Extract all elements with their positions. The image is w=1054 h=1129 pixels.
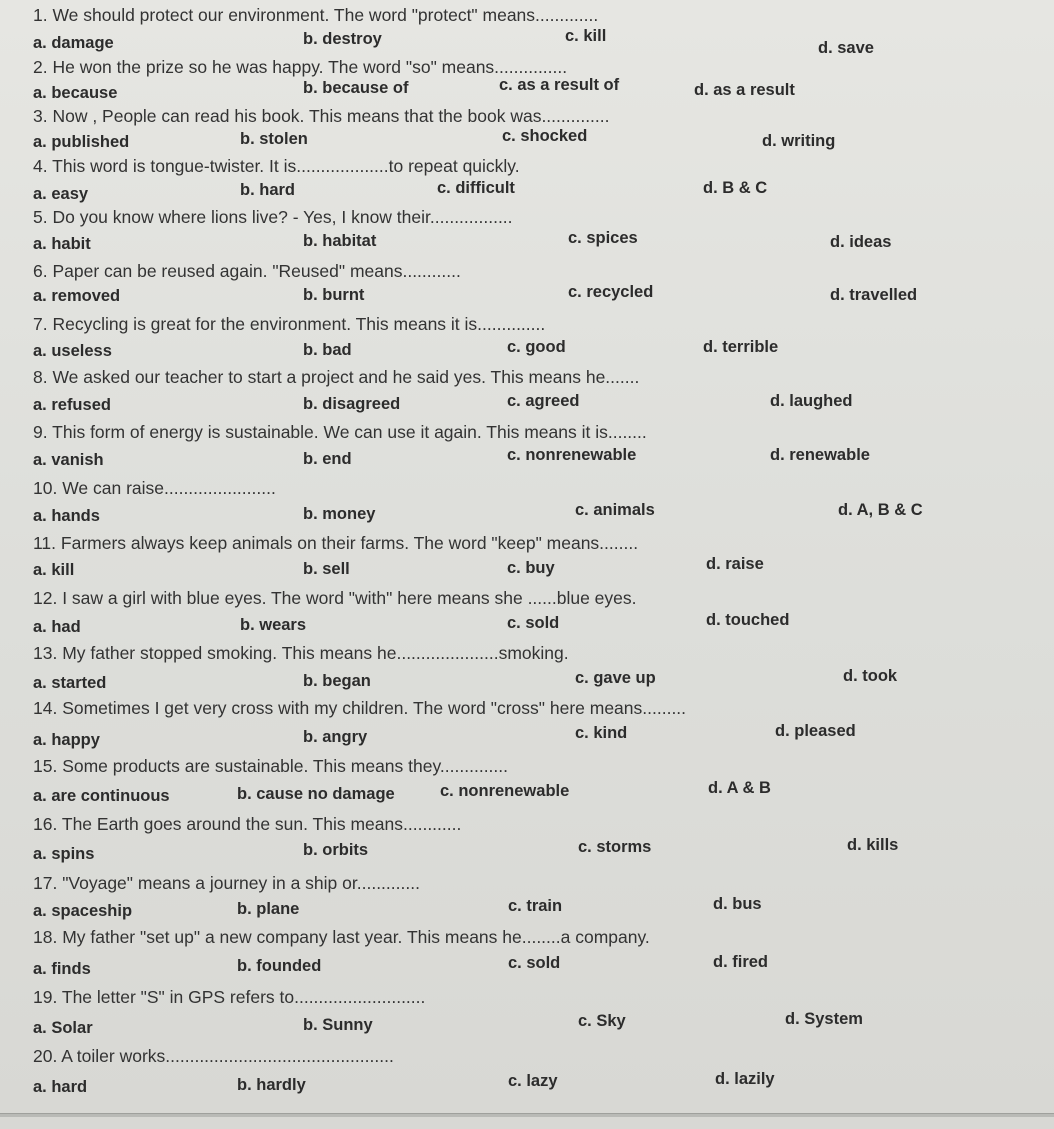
- option-14d: d. pleased: [775, 722, 856, 740]
- option-18a: a. finds: [33, 960, 91, 978]
- option-6d: d. travelled: [830, 286, 918, 304]
- question-14: 14. Sometimes I get very cross with my children. The word "cross" here means.........: [33, 698, 687, 718]
- option-13a: a. started: [33, 674, 107, 692]
- option-17d: d. bus: [713, 895, 762, 913]
- option-2a: a. because: [33, 84, 118, 102]
- option-2d: d. as a result: [694, 81, 795, 99]
- option-12c: c. sold: [507, 614, 560, 632]
- option-13b: b. began: [303, 672, 371, 690]
- question-3: 3. Now , People can read his book. This means that the book was..............: [33, 106, 610, 126]
- question-1: 1. We should protect our environment. The word "protect" means.............: [33, 5, 599, 25]
- option-2c: c. as a result of: [499, 76, 620, 94]
- question-19: 19. The letter "S" in GPS refers to...........................: [33, 987, 426, 1007]
- option-11b: b. sell: [303, 560, 350, 578]
- question-2: 2. He won the prize so he was happy. The word "so" means...............: [33, 57, 568, 77]
- option-15b: b. cause no damage: [237, 785, 395, 803]
- question-8: 8. We asked our teacher to start a project and he said yes. This means he.......: [33, 367, 640, 387]
- option-10c: c. animals: [575, 501, 655, 519]
- option-18d: d. fired: [713, 953, 769, 971]
- option-1b: b. destroy: [303, 30, 382, 48]
- question-15: 15. Some products are sustainable. This means they..............: [33, 756, 509, 776]
- option-3a: a. published: [33, 133, 130, 151]
- option-8c: c. agreed: [507, 392, 580, 410]
- option-1a: a. damage: [33, 34, 114, 52]
- option-16a: a. spins: [33, 845, 95, 863]
- option-2b: b. because of: [303, 79, 409, 97]
- option-9a: a. vanish: [33, 451, 104, 469]
- option-12b: b. wears: [240, 616, 307, 634]
- option-18b: b. founded: [237, 957, 322, 975]
- bottom-divider: [0, 1113, 1054, 1117]
- option-7b: b. bad: [303, 341, 352, 359]
- option-14a: a. happy: [33, 731, 100, 749]
- option-18c: c. sold: [508, 954, 561, 972]
- option-10b: b. money: [303, 505, 376, 523]
- question-7: 7. Recycling is great for the environment. This means it is..............: [33, 314, 546, 334]
- option-11a: a. kill: [33, 561, 75, 579]
- option-20b: b. hardly: [237, 1076, 306, 1094]
- option-7c: c. good: [507, 338, 566, 356]
- question-11: 11. Farmers always keep animals on their farms. The word "keep" means........: [33, 533, 639, 553]
- question-6: 6. Paper can be reused again. "Reused" means............: [33, 261, 461, 281]
- option-5a: a. habit: [33, 235, 91, 253]
- option-8a: a. refused: [33, 396, 111, 414]
- option-3b: b. stolen: [240, 130, 308, 148]
- option-6b: b. burnt: [303, 286, 365, 304]
- option-8b: b. disagreed: [303, 395, 401, 413]
- option-5c: c. spices: [568, 229, 638, 247]
- option-6a: a. removed: [33, 287, 121, 305]
- option-15a: a. are continuous: [33, 787, 170, 805]
- option-19a: a. Solar: [33, 1019, 93, 1037]
- option-20c: c. lazy: [508, 1072, 558, 1090]
- option-4d: d. B & C: [703, 179, 768, 197]
- option-20d: d. lazily: [715, 1070, 775, 1088]
- question-16: 16. The Earth goes around the sun. This means............: [33, 814, 462, 834]
- option-9d: d. renewable: [770, 446, 870, 464]
- option-8d: d. laughed: [770, 392, 853, 410]
- option-3d: d. writing: [762, 132, 836, 150]
- option-15c: c. nonrenewable: [440, 782, 570, 800]
- option-1c: c. kill: [565, 27, 607, 45]
- question-13: 13. My father stopped smoking. This means he.....................smoking.: [33, 643, 569, 663]
- question-9: 9. This form of energy is sustainable. We can use it again. This means it is........: [33, 422, 647, 442]
- option-9b: b. end: [303, 450, 352, 468]
- option-7d: d. terrible: [703, 338, 779, 356]
- option-13d: d. took: [843, 667, 898, 685]
- option-7a: a. useless: [33, 342, 112, 360]
- question-18: 18. My father "set up" a new company last year. This means he........a company.: [33, 927, 650, 947]
- option-19c: c. Sky: [578, 1012, 626, 1030]
- option-4c: c. difficult: [437, 179, 515, 197]
- option-19b: b. Sunny: [303, 1016, 373, 1034]
- option-10d: d. A, B & C: [838, 501, 923, 519]
- option-4a: a. easy: [33, 185, 89, 203]
- option-16c: c. storms: [578, 838, 652, 856]
- question-12: 12. I saw a girl with blue eyes. The word "with" here means she ......blue eyes.: [33, 588, 637, 608]
- question-4: 4. This word is tongue-twister. It is...................to repeat quickly.: [33, 156, 520, 176]
- option-6c: c. recycled: [568, 283, 654, 301]
- option-5b: b. habitat: [303, 232, 377, 250]
- option-9c: c. nonrenewable: [507, 446, 637, 464]
- question-10: 10. We can raise.......................: [33, 478, 276, 498]
- option-16b: b. orbits: [303, 841, 369, 859]
- option-17b: b. plane: [237, 900, 300, 918]
- option-1d: d. save: [818, 39, 874, 57]
- option-20a: a. hard: [33, 1078, 88, 1096]
- option-19d: d. System: [785, 1010, 863, 1028]
- option-10a: a. hands: [33, 507, 100, 525]
- option-11c: c. buy: [507, 559, 555, 577]
- option-17a: a. spaceship: [33, 902, 133, 920]
- option-16d: d. kills: [847, 836, 899, 854]
- question-17: 17. "Voyage" means a journey in a ship or.............: [33, 873, 420, 893]
- question-5: 5. Do you know where lions live? - Yes, I know their.................: [33, 207, 513, 227]
- option-17c: c. train: [508, 897, 563, 915]
- option-15d: d. A & B: [708, 779, 771, 797]
- option-14c: c. kind: [575, 724, 628, 742]
- option-12d: d. touched: [706, 611, 790, 629]
- question-20: 20. A toiler works...............................................: [33, 1046, 394, 1066]
- option-4b: b. hard: [240, 181, 296, 199]
- option-14b: b. angry: [303, 728, 368, 746]
- option-5d: d. ideas: [830, 233, 892, 251]
- option-3c: c. shocked: [502, 127, 588, 145]
- option-13c: c. gave up: [575, 669, 656, 687]
- option-12a: a. had: [33, 618, 81, 636]
- option-11d: d. raise: [706, 555, 764, 573]
